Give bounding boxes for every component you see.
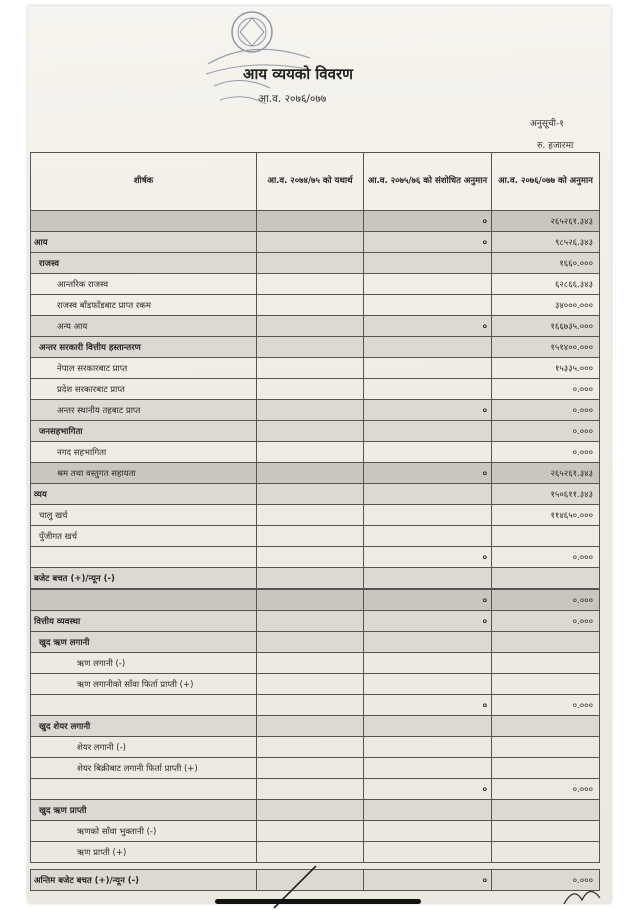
cell-estimate [492,653,600,674]
cell-revised: ० [364,463,492,484]
statement-title: आय व्ययको विवरण [243,65,353,83]
cell-revised [364,737,492,758]
cell-revised [364,674,492,695]
home-indicator-bar[interactable] [215,899,421,904]
table-row [31,337,600,358]
row-label: राजस्व [31,253,257,274]
cell-revised: ० [364,211,492,232]
row-label: आय [31,232,257,253]
cell-revised [364,274,492,295]
table-row [31,295,600,316]
table-row [31,232,600,253]
cell-revised: ० [364,232,492,253]
row-label: पुँजीगत खर्च [31,526,257,547]
cell-estimate [492,674,600,695]
row-label: अन्तिम बजेट बचत (+)/न्यून (-) [31,870,257,891]
table-row [31,484,600,505]
table-row [31,526,600,547]
cell-estimate [492,632,600,653]
row-label: अन्तर स्थानीय तहबाट प्राप्त [31,400,257,421]
row-label: खुद ऋण प्राप्ती [31,800,257,821]
cell-revised [364,337,492,358]
table-row [31,590,600,611]
table-row [31,737,600,758]
cell-estimate: ०.००० [492,421,600,442]
table-row [31,568,600,589]
row-label: ऋण प्राप्ती (+) [31,842,257,863]
cell-revised: ० [364,611,492,632]
table-row [31,611,600,632]
table-row [31,442,600,463]
table-row [31,379,600,400]
cell-estimate: १६६०.००० [492,253,600,274]
table-row [31,842,600,863]
cell-estimate: ९८५२६.३४३ [492,232,600,253]
cell-estimate: १५०६११.३४३ [492,484,600,505]
cell-revised [364,632,492,653]
cell-estimate: ०.००० [492,379,600,400]
schedule-label: अनुसूची-१ [530,119,564,129]
financing-table [30,589,600,863]
table-row [31,800,600,821]
row-label: ऋण लगानी (-) [31,653,257,674]
table-row [31,316,600,337]
cell-revised: ० [364,547,492,568]
income-expense-table [30,152,600,589]
cell-revised [364,758,492,779]
cell-revised: ० [364,400,492,421]
signature-mark [560,880,610,906]
cell-revised [364,568,492,589]
cell-revised: ० [364,316,492,337]
row-label: व्यय [31,484,257,505]
cell-estimate [492,758,600,779]
row-label: खुद ऋण लगानी [31,632,257,653]
row-label: चालु खर्च [31,505,257,526]
table-row [31,695,600,716]
cell-estimate [492,568,600,589]
cell-estimate [492,526,600,547]
row-label: अन्तर सरकारी वित्तीय हस्तान्तरण [31,337,257,358]
row-label: शेयर बिक्रीबाट लगानी फिर्ता प्राप्ती (+) [31,758,257,779]
cell-estimate [492,800,600,821]
row-label: जनसहभागिता [31,421,257,442]
table-row [31,821,600,842]
unit-label: रु. हजारमा [537,141,574,151]
cell-revised [364,421,492,442]
cell-revised [364,442,492,463]
row-label: वित्तीय व्यवस्था [31,611,257,632]
cell-revised [364,358,492,379]
row-label: प्रदेश सरकारबाट प्राप्त [31,379,257,400]
table-header-row [31,153,600,211]
cell-estimate: ०.००० [492,400,600,421]
cell-revised: ० [364,590,492,611]
table-row [31,421,600,442]
cell-revised [364,295,492,316]
cell-estimate: २६५२६१.३४३ [492,463,600,484]
table-row [31,253,600,274]
table-row [31,463,600,484]
cell-estimate: ०.००० [492,590,600,611]
cell-estimate: ०.००० [492,442,600,463]
cell-estimate: ०.००० [492,547,600,568]
table-row [31,547,600,568]
cell-estimate: १५१४००.००० [492,337,600,358]
cell-estimate: ०.००० [492,870,600,891]
cell-estimate: १५३३५.००० [492,358,600,379]
cell-estimate: ०.००० [492,695,600,716]
cell-revised [364,653,492,674]
row-label: श्रम तथा वस्तुगत सहायता [31,463,257,484]
cell-estimate: २६५२६१.३४३ [492,211,600,232]
cell-estimate: १६६७३५.००० [492,316,600,337]
cell-revised: ० [364,870,492,891]
cell-revised [364,800,492,821]
row-label: नेपाल सरकारबाट प्राप्त [31,358,257,379]
cell-estimate [492,842,600,863]
cell-estimate: ६२८६६.३४३ [492,274,600,295]
table-row [31,274,600,295]
table-row [31,758,600,779]
table-row [31,716,600,737]
cell-revised [364,842,492,863]
table-row [31,400,600,421]
column-head-actual: आ.व. २०७४/७५ को यथार्थ [257,153,364,211]
column-head-title: शीर्षक [31,153,257,211]
cell-revised: ० [364,779,492,800]
table-row [31,358,600,379]
table-row [31,674,600,695]
cell-estimate: ०.००० [492,611,600,632]
table-row [31,779,600,800]
cell-estimate [492,737,600,758]
row-label: खुद शेयर लगानी [31,716,257,737]
cell-estimate [492,716,600,737]
fiscal-year: आ.व. २०७६/०७७ [258,93,327,105]
row-label: ऋणको साँवा भुक्तानी (-) [31,821,257,842]
row-label: शेयर लगानी (-) [31,737,257,758]
cell-revised [364,379,492,400]
row-label: ऋण लगानीको साँवा फिर्ता प्राप्ती (+) [31,674,257,695]
row-label: नगद सहभागिता [31,442,257,463]
column-head-revised: आ.व. २०७५/७६ को संशोधित अनुमान [364,153,492,211]
cell-revised [364,821,492,842]
table-row [31,505,600,526]
cell-revised: ० [364,695,492,716]
row-label: बजेट बचत (+)/न्यून (-) [31,568,257,589]
cell-revised [364,484,492,505]
cell-estimate: ३४०००.००० [492,295,600,316]
row-label: राजस्व बाँडफाँडबाट प्राप्त रकम [31,295,257,316]
cell-estimate: ११४६५०.००० [492,505,600,526]
cell-revised [364,253,492,274]
table-row [31,653,600,674]
cell-revised [364,526,492,547]
row-label: अन्य आय [31,316,257,337]
cell-revised [364,505,492,526]
column-head-estimate: आ.व. २०७६/०७७ को अनुमान [492,153,600,211]
table-row [31,632,600,653]
table-row [31,211,600,232]
cell-revised [364,716,492,737]
row-label: आन्तरिक राजस्व [31,274,257,295]
cell-estimate: ०.००० [492,779,600,800]
cell-estimate [492,821,600,842]
